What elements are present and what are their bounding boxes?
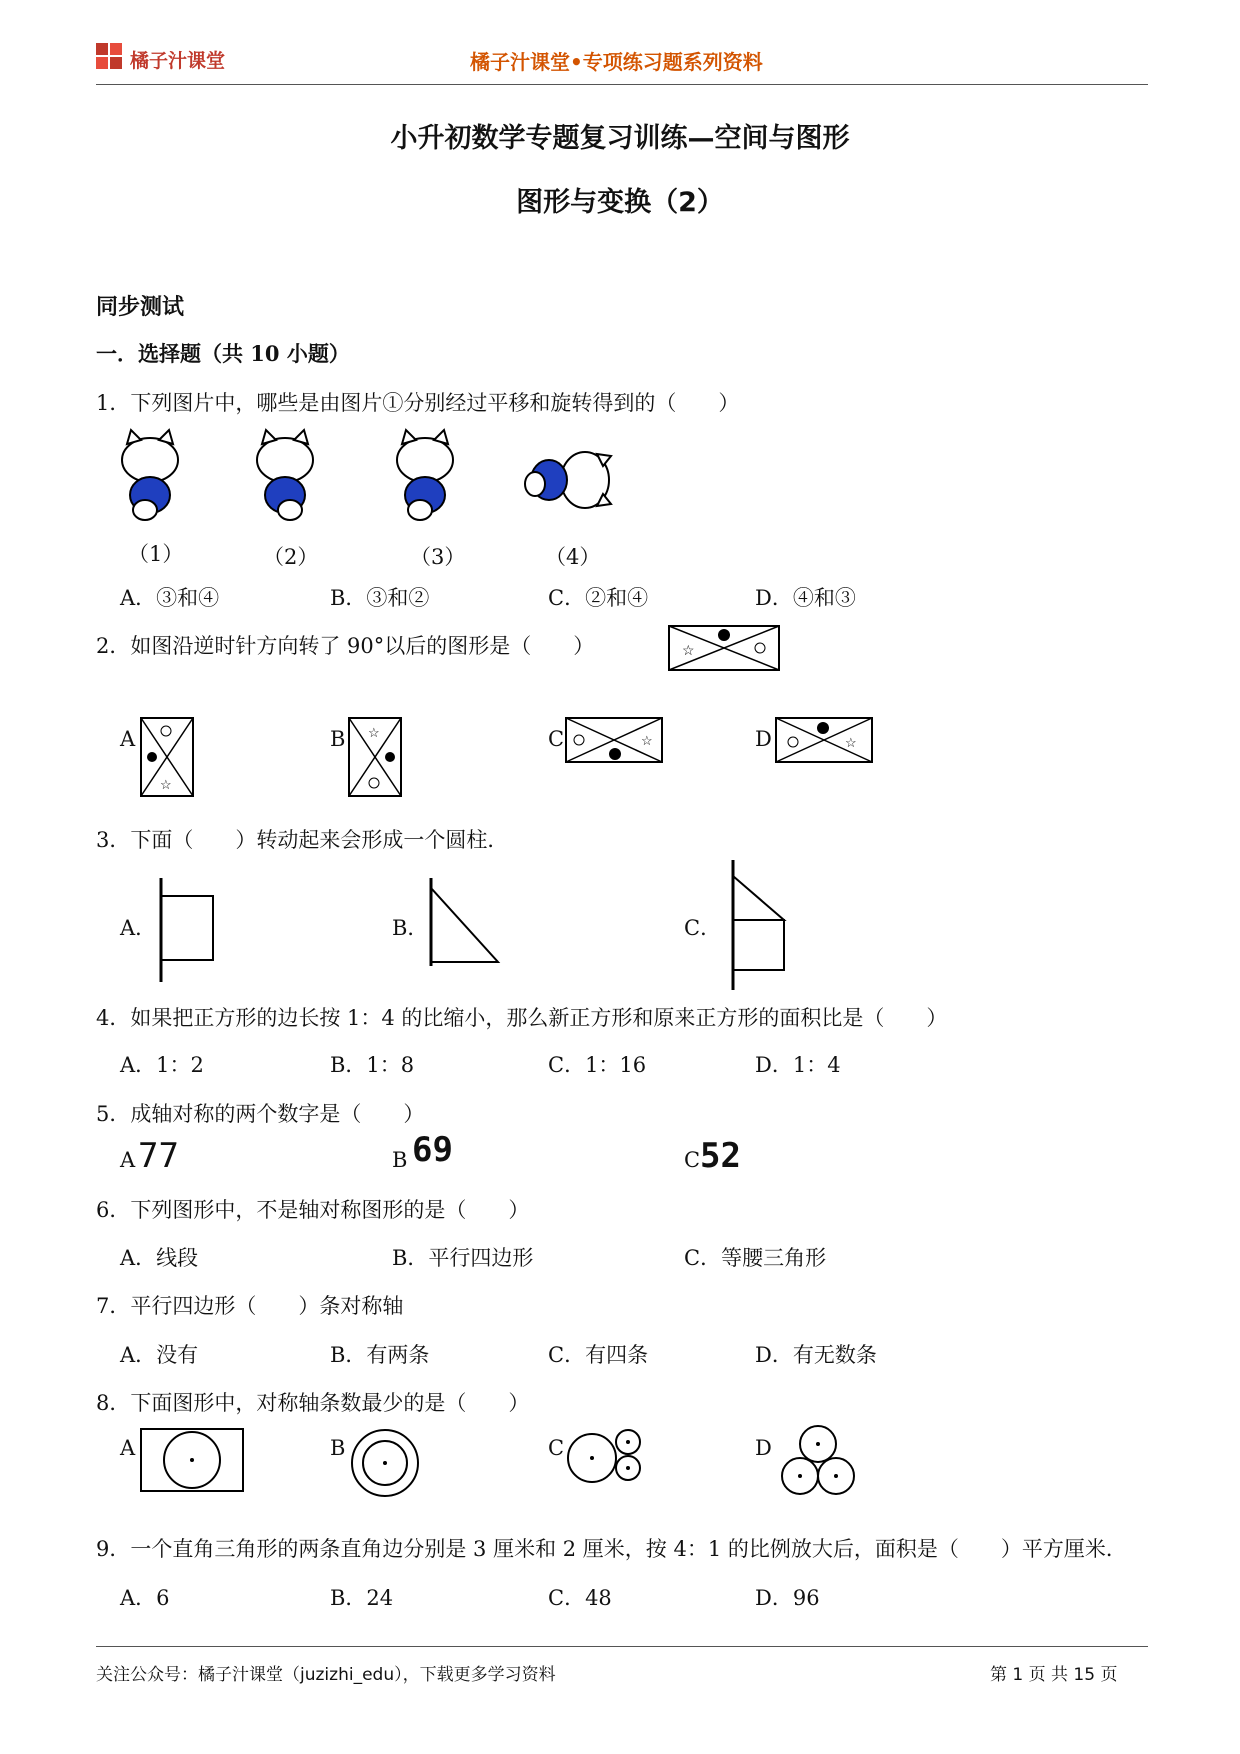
- q3-option-a[interactable]: A．: [120, 916, 157, 940]
- q9-option-d[interactable]: D．96: [755, 1586, 820, 1610]
- kitty-label-1: （1）: [128, 542, 184, 566]
- q3-option-c-figure[interactable]: [730, 860, 790, 990]
- q8-option-c-figure[interactable]: [566, 1426, 642, 1488]
- q5-option-b[interactable]: B: [392, 1148, 408, 1172]
- footer-left: 关注公众号：橘子汁课堂（juzizhi_edu），下载更多学习资料: [96, 1665, 556, 1685]
- q2-option-b-figure[interactable]: [348, 717, 402, 797]
- q9-option-b[interactable]: B．24: [330, 1586, 394, 1610]
- kitty-figure-1: [122, 430, 178, 520]
- q2-option-c[interactable]: C: [548, 727, 565, 751]
- question-5-text: 5．成轴对称的两个数字是（ ）: [96, 1102, 425, 1126]
- q7-option-c[interactable]: C．有四条: [548, 1343, 649, 1367]
- question-4-text: 4．如果把正方形的边长按 1：4 的比缩小，那么新正方形和原来正方形的面积比是（ ）: [96, 1006, 948, 1030]
- q3-option-a-figure[interactable]: [158, 878, 218, 982]
- q5-option-c[interactable]: C: [684, 1148, 701, 1172]
- q2-option-d[interactable]: D: [755, 727, 772, 751]
- kitty-figure-2: [257, 430, 313, 520]
- question-9-text: 9．一个直角三角形的两条直角边分别是 3 厘米和 2 厘米，按 4：1 的比例放大后，面积是（ ）平方厘米．: [96, 1537, 1127, 1561]
- logo-icon: [96, 43, 124, 71]
- section-heading: 同步测试: [96, 294, 185, 320]
- q2-option-c-figure[interactable]: [565, 717, 663, 763]
- document-subtitle: 图形与变换（2）: [516, 187, 724, 218]
- q4-option-d[interactable]: D．1：4: [755, 1053, 841, 1077]
- q8-option-c[interactable]: C: [548, 1436, 565, 1460]
- q6-option-c[interactable]: C．等腰三角形: [684, 1246, 827, 1270]
- q9-option-a[interactable]: A．6: [120, 1586, 170, 1610]
- kitty-label-3: （3）: [410, 545, 466, 569]
- q6-option-a[interactable]: A．线段: [120, 1246, 199, 1270]
- q8-option-b[interactable]: B: [330, 1436, 346, 1460]
- question-8-text: 8．下面图形中，对称轴条数最少的是（ ）: [96, 1391, 530, 1415]
- q5-digits-c[interactable]: 52: [700, 1136, 741, 1176]
- footer-divider: [96, 1646, 1148, 1647]
- q8-option-d[interactable]: D: [755, 1436, 772, 1460]
- q5-digits-b[interactable]: 69: [412, 1130, 453, 1170]
- question-3-text: 3．下面（ ）转动起来会形成一个圆柱．: [96, 828, 509, 852]
- svg-text:☆: ☆: [641, 734, 653, 749]
- svg-text:☆: ☆: [845, 736, 857, 751]
- q1-option-d[interactable]: D．④和③: [755, 586, 856, 610]
- kitty-figure-3: [397, 430, 453, 520]
- q7-option-a[interactable]: A．没有: [120, 1343, 199, 1367]
- header-title: 橘子汁课堂•专项练习题系列资料: [470, 50, 763, 74]
- q2-option-b[interactable]: B: [330, 727, 346, 751]
- q4-option-c[interactable]: C．1：16: [548, 1053, 647, 1077]
- q3-option-c[interactable]: C．: [684, 916, 722, 940]
- q6-option-b[interactable]: B．平行四边形: [392, 1246, 534, 1270]
- q3-option-b-figure[interactable]: [428, 878, 502, 966]
- question-1-text: 1．下列图片中，哪些是由图片①分别经过平移和旋转得到的（ ）: [96, 391, 740, 415]
- q4-option-a[interactable]: A．1：2: [120, 1053, 204, 1077]
- q1-option-b[interactable]: B．③和②: [330, 586, 430, 610]
- svg-text:☆: ☆: [682, 643, 695, 659]
- part-heading: 一．选择题（共 10 小题）: [96, 341, 350, 366]
- q7-option-b[interactable]: B．有两条: [330, 1343, 430, 1367]
- kitty-figure-4: [525, 452, 611, 508]
- svg-text:☆: ☆: [160, 778, 172, 793]
- kitty-figures: [115, 430, 635, 530]
- header-divider: [96, 84, 1148, 85]
- q3-option-b[interactable]: B．: [392, 916, 429, 940]
- q1-option-a[interactable]: A．③和④: [120, 586, 220, 610]
- q1-option-c[interactable]: C．②和④: [548, 586, 649, 610]
- q9-option-c[interactable]: C．48: [548, 1586, 612, 1610]
- q8-option-b-figure[interactable]: [350, 1428, 420, 1498]
- q2-option-a-figure[interactable]: [140, 717, 194, 797]
- q8-option-a-figure[interactable]: [140, 1428, 244, 1492]
- footer-page-number: 第 1 页 共 15 页: [990, 1665, 1118, 1685]
- q5-digits-a[interactable]: 77: [138, 1136, 179, 1176]
- q8-option-d-figure[interactable]: [780, 1424, 856, 1496]
- q8-option-a[interactable]: A: [120, 1436, 136, 1460]
- question-2-text: 2．如图沿逆时针方向转了 90°以后的图形是（ ）: [96, 634, 595, 658]
- kitty-label-2: （2）: [263, 545, 319, 569]
- document-title: 小升初数学专题复习训练—空间与图形: [390, 123, 850, 154]
- q2-reference-figure: [668, 625, 780, 671]
- q7-option-d[interactable]: D．有无数条: [755, 1343, 877, 1367]
- q2-option-d-figure[interactable]: [775, 717, 873, 763]
- question-7-text: 7．平行四边形（ ）条对称轴: [96, 1294, 404, 1318]
- q5-option-a[interactable]: A: [120, 1148, 136, 1172]
- q4-option-b[interactable]: B．1：8: [330, 1053, 415, 1077]
- q2-option-a[interactable]: A: [120, 727, 136, 751]
- header-brand: 橘子汁课堂: [130, 50, 226, 72]
- kitty-label-4: （4）: [545, 545, 601, 569]
- question-6-text: 6．下列图形中，不是轴对称图形的是（ ）: [96, 1198, 530, 1222]
- svg-text:☆: ☆: [368, 726, 380, 741]
